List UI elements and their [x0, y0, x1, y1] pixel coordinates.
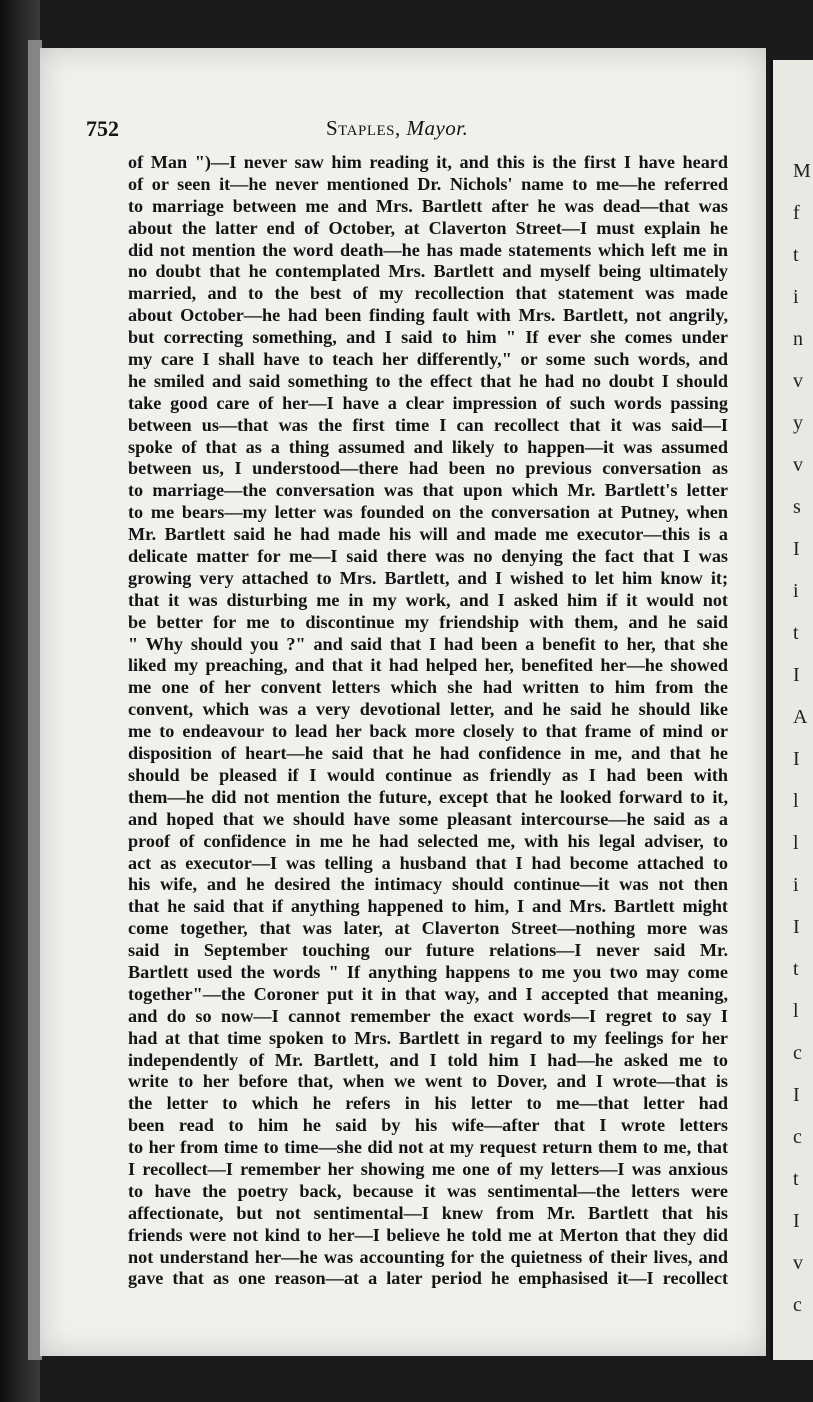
text-line: proof of confidence in me he had selected me, with his legal adviser, to — [128, 830, 728, 851]
facing-page-fragment: I — [793, 538, 800, 560]
text-line: be better for me to discontinue my friendship with them, and he said — [128, 611, 728, 632]
facing-page-fragment: t — [793, 958, 799, 980]
text-line: to me bears—my letter was founded on the conversation at Putney, when — [128, 502, 728, 523]
text-line: together"—the Coroner put it in that way, and I accepted that meaning, — [128, 983, 728, 1004]
facing-page-fragment: s — [793, 496, 801, 518]
facing-page-fragment: v — [793, 1252, 803, 1274]
text-line: Mr. Bartlett said he had made his will and made me executor—this is a — [128, 524, 728, 545]
facing-page-fragment: f — [793, 202, 800, 224]
text-line: of Man ")—I never saw him reading it, and this is the first I have heard — [128, 152, 728, 172]
text-line: about the latter end of October, at Claverton Street—I must explain he — [128, 217, 728, 238]
facing-page-fragment: n — [793, 328, 803, 350]
text-line: that he said that if anything happened to him, I and Mrs. Bartlett might — [128, 896, 728, 917]
facing-page-fragment: c — [793, 1294, 802, 1316]
facing-page-fragment: A — [793, 706, 808, 728]
running-head — [326, 116, 468, 141]
text-line: gave that as one reason—at a later period he emphasised it—I recollect — [128, 1268, 728, 1289]
text-line: take good care of her—I have a clear impression of such words passing — [128, 392, 728, 413]
text-line: to marriage between me and Mrs. Bartlett after he was dead—that was — [128, 195, 728, 216]
text-line: my care I shall have to teach her differently," or some such words, and — [128, 349, 728, 370]
text-line: I recollect—I remember her showing me one of my letters—I was anxious — [128, 1158, 728, 1179]
facing-page-fragment: l — [793, 790, 799, 812]
text-line: the letter to which he refers in his letter to me—that letter had — [128, 1093, 728, 1114]
body-text — [128, 152, 728, 1290]
text-line: did not mention the word death—he has made statements which left me in — [128, 239, 728, 260]
facing-page-fragment: M — [793, 160, 811, 182]
text-line: that it was disturbing me in my work, and I asked him if it would not — [128, 589, 728, 610]
text-line: to have the poetry back, because it was sentimental—the letters were — [128, 1180, 728, 1201]
text-line: me one of her convent letters which she had written to him from the — [128, 677, 728, 698]
text-line: and hoped that we should have some pleasant intercourse—he said as a — [128, 808, 728, 829]
facing-page-fragment: i — [793, 874, 799, 896]
text-line: his wife, and he desired the intimacy should continue—it was not then — [128, 874, 728, 895]
text-line: act as executor—I was telling a husband that I had become attached to — [128, 852, 728, 873]
facing-page-edge — [770, 60, 813, 1360]
text-line: no doubt that he contemplated Mrs. Bartlett and myself being ultimately — [128, 261, 728, 282]
text-line: between us—that was the first time I can recollect that it was said—I — [128, 414, 728, 435]
facing-page-fragment: t — [793, 622, 799, 644]
facing-page-fragment: l — [793, 832, 799, 854]
text-line: said in September touching our future relations—I never said Mr. — [128, 940, 728, 961]
text-line: friends were not kind to her—I believe he told me at Merton that they did — [128, 1224, 728, 1245]
facing-page-fragment: I — [793, 664, 800, 686]
running-head-role: Mayor. — [406, 116, 469, 140]
text-line: me to endeavour to lead her back more closely to that frame of mind or — [128, 721, 728, 742]
page-header — [86, 116, 726, 146]
text-line: come together, that was later, at Claverton Street—nothing more was — [128, 918, 728, 939]
facing-page-fragment: i — [793, 286, 799, 308]
text-line: them—he did not mention the future, except that he looked forward to it, — [128, 786, 728, 807]
facing-page-fragment: I — [793, 916, 800, 938]
text-line: but correcting something, and I said to him " If ever she comes under — [128, 327, 728, 348]
page-number: 752 — [86, 116, 119, 141]
text-line: to marriage—the conversation was that upon which Mr. Bartlett's letter — [128, 480, 728, 501]
text-line: " Why should you ?" and said that I had been a benefit to her, that she — [128, 633, 728, 654]
text-line: write to her before that, when we went to Dover, and I wrote—that is — [128, 1071, 728, 1092]
text-line: and do so now—I cannot remember the exact words—I regret to say I — [128, 1005, 728, 1026]
text-line: delicate matter for me—I said there was no denying the fact that I was — [128, 546, 728, 567]
text-line: been read to him he said by his wife—after that I wrote letters — [128, 1115, 728, 1136]
running-head-name: Staples, — [326, 116, 401, 140]
text-line: affectionate, but not sentimental—I knew from Mr. Bartlett that his — [128, 1202, 728, 1223]
text-line: had at that time spoken to Mrs. Bartlett in regard to my feelings for her — [128, 1027, 728, 1048]
text-line: married, and to the best of my recollection that statement was made — [128, 283, 728, 304]
text-line: to her from time to time—she did not at my request return them to me, that — [128, 1137, 728, 1158]
facing-page-fragment: l — [793, 1000, 799, 1022]
facing-page-fragment: i — [793, 580, 799, 602]
text-line: spoke of that as a thing assumed and likely to happen—it was assumed — [128, 436, 728, 457]
text-line: Bartlett used the words " If anything happens to me you two may come — [128, 961, 728, 982]
text-line: liked my preaching, and that it had helped her, benefited her—he showed — [128, 655, 728, 676]
text-line: should be pleased if I would continue as friendly as I had been with — [128, 764, 728, 785]
text-line: of or seen it—he never mentioned Dr. Nichols' name to me—he referred — [128, 173, 728, 194]
facing-page-fragment: I — [793, 748, 800, 770]
text-line: disposition of heart—he said that he had confidence in me, and that he — [128, 743, 728, 764]
text-line: he smiled and said something to the effect that he had no doubt I should — [128, 370, 728, 391]
facing-page-fragment: t — [793, 1168, 799, 1190]
text-line: not understand her—he was accounting for the quietness of their lives, and — [128, 1246, 728, 1267]
facing-page-fragment: t — [793, 244, 799, 266]
facing-page-fragment: y — [793, 412, 803, 434]
facing-page-fragment: v — [793, 370, 803, 392]
facing-page-fragment: c — [793, 1126, 802, 1148]
facing-page-fragment: I — [793, 1084, 800, 1106]
text-line: growing very attached to Mrs. Bartlett, and I wished to let him know it; — [128, 567, 728, 588]
text-line: independently of Mr. Bartlett, and I told him I had—he asked me to — [128, 1049, 728, 1070]
facing-page-fragment: c — [793, 1042, 802, 1064]
facing-page-fragment: v — [793, 454, 803, 476]
text-line: about October—he had been finding fault with Mrs. Bartlett, not angrily, — [128, 305, 728, 326]
text-line: convent, which was a very devotional letter, and he said he should like — [128, 699, 728, 720]
facing-page-fragment: I — [793, 1210, 800, 1232]
text-line: between us, I understood—there had been no previous conversation as — [128, 458, 728, 479]
